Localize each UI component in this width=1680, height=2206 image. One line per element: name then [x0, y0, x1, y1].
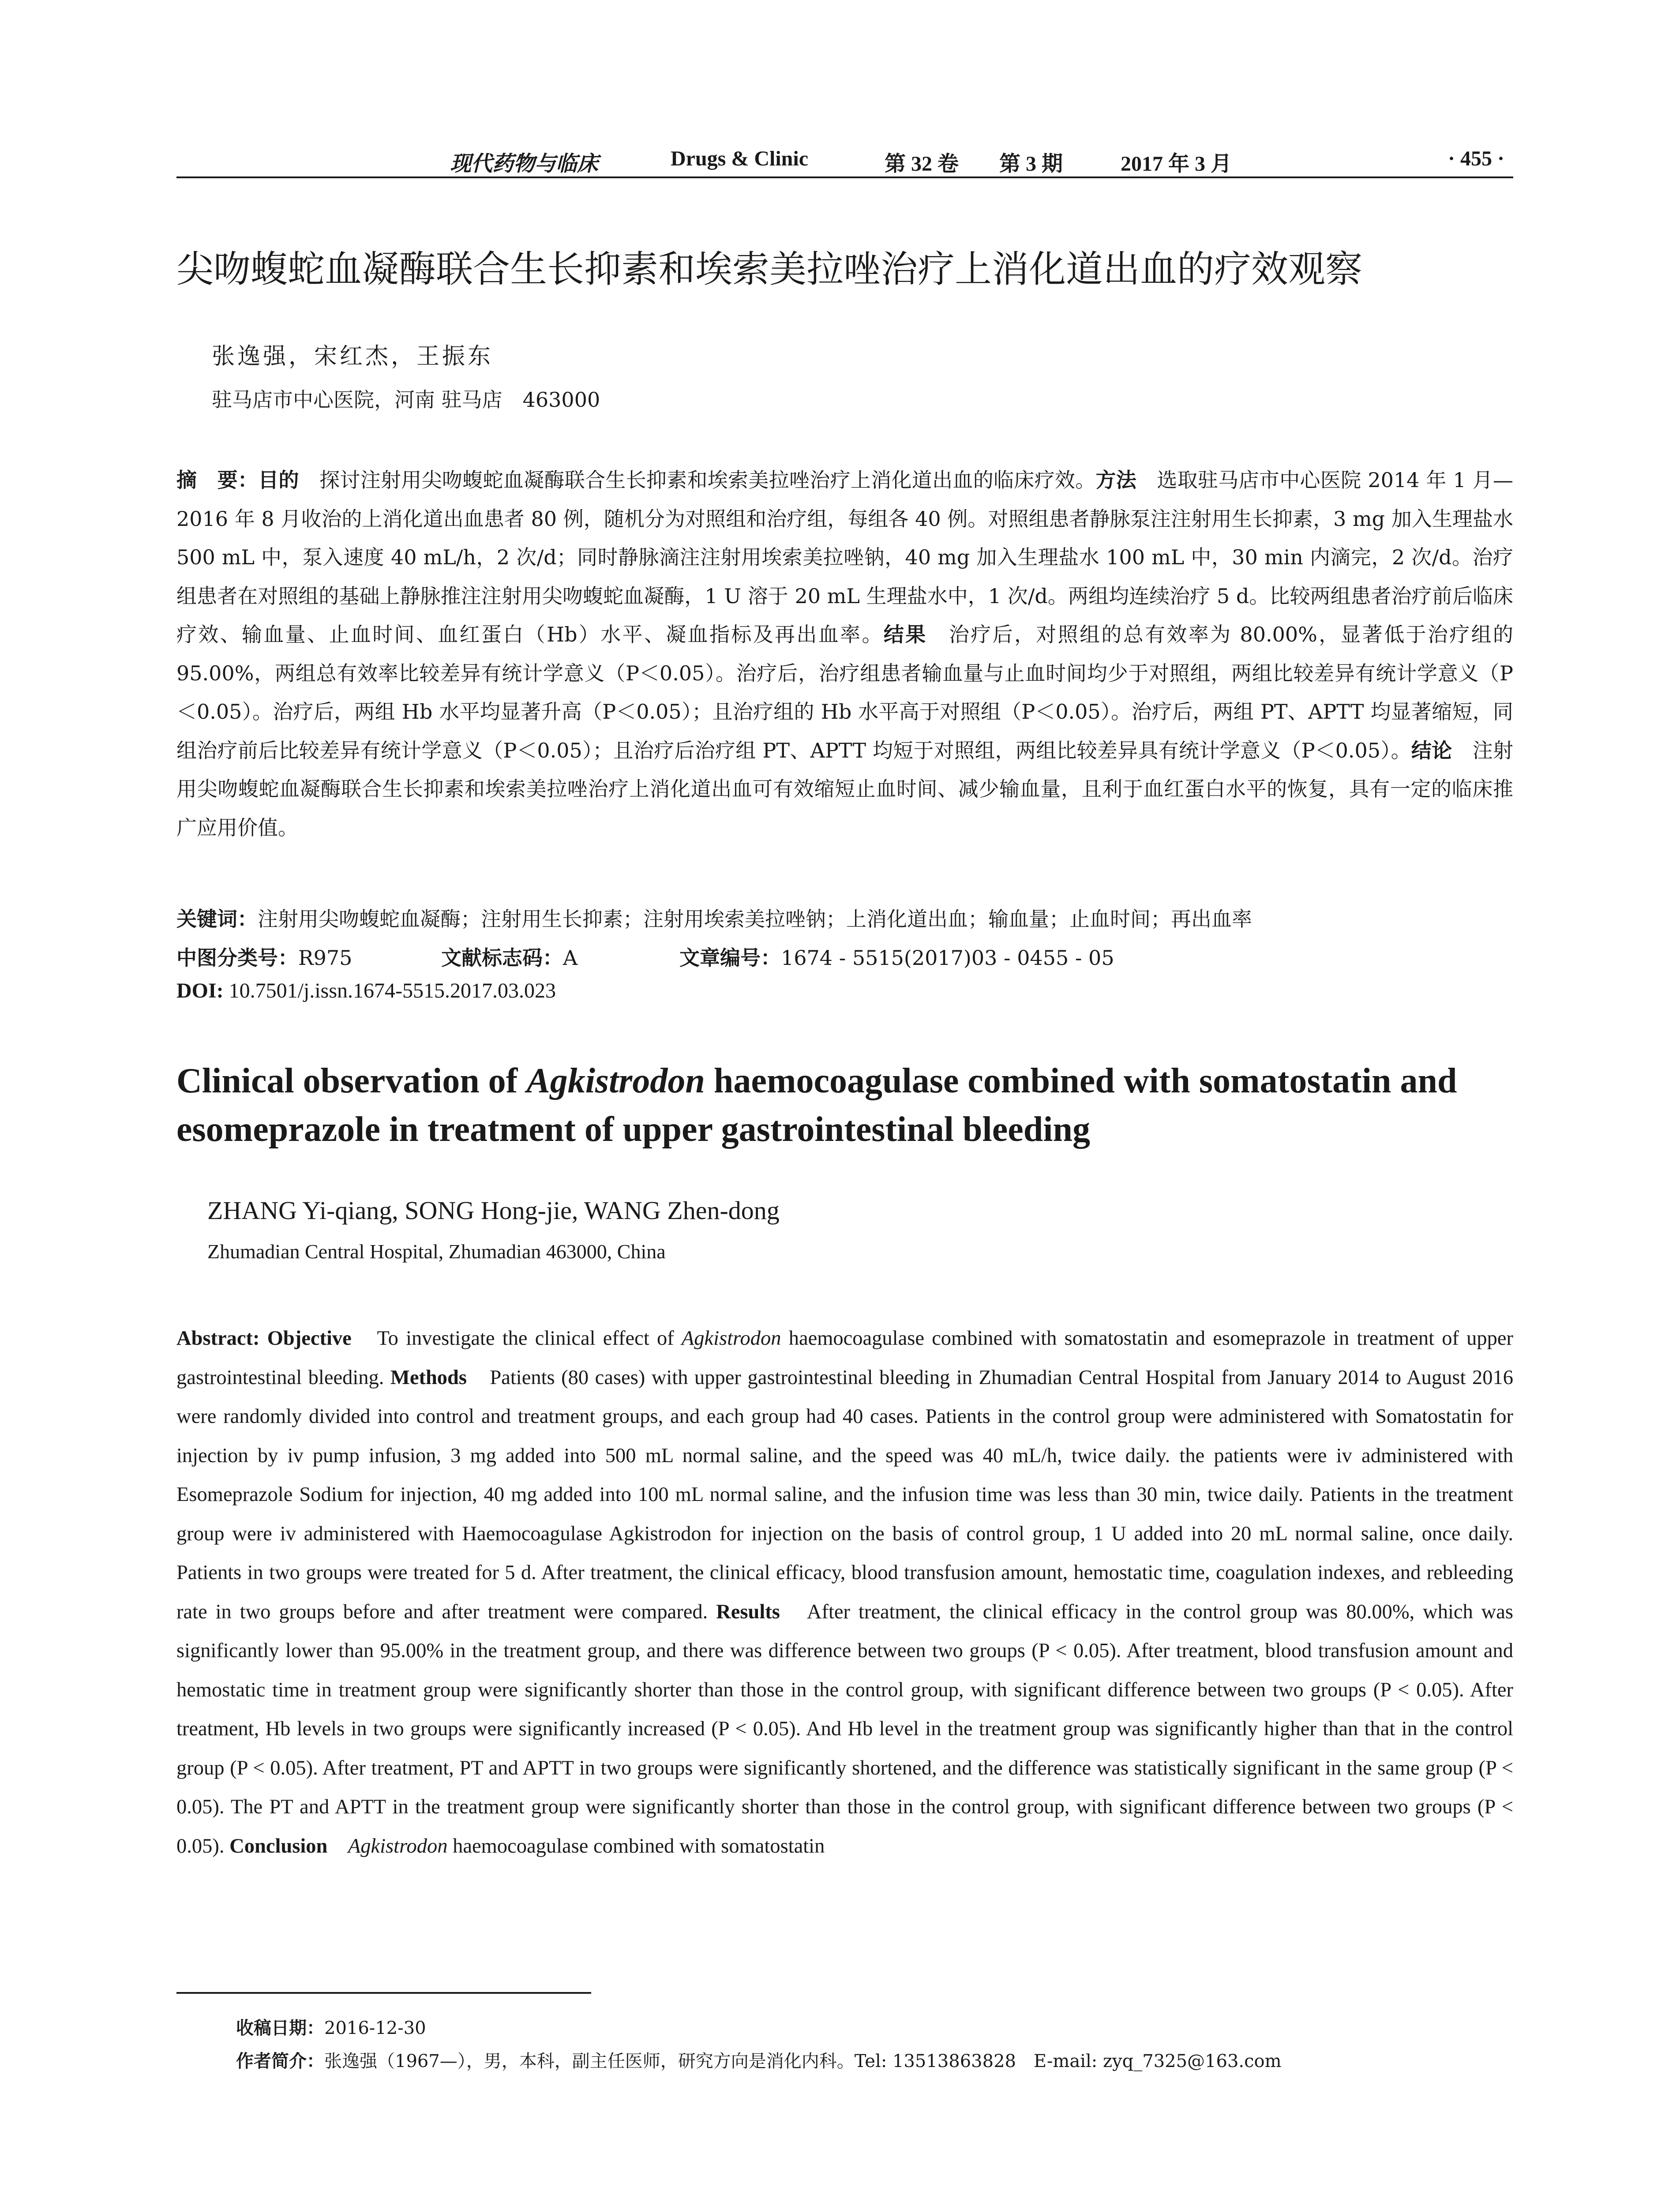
english-authors: ZHANG Yi-qiang, SONG Hong-jie, WANG Zhen-dong — [207, 1196, 780, 1225]
journal-name-en: Drugs & Clinic — [671, 147, 808, 170]
en-results-text: After treatment, the clinical efficacy in the control group was 80.00%, which was significantly lower than 95.00% in the treatment group, and there was difference between two groups (P < 0.05). After treatment, blood transfusion amount and hemostatic time in treatment group were significantly shorter than those in the control group, with significant difference between two groups (P < 0.05). After treatment, Hb levels in two groups were significantly increased (P < 0.05). And Hb level in the treatment group was significantly higher than that in the control group (P < 0.05). After treatment, PT and APTT in two groups were significantly shortened, and the difference was statistically significant in the same group (P < 0.05). The PT and APTT in the treatment group were significantly shorter than those in the control group, with significant difference between two groups (P < 0.05). — [176, 1600, 1514, 1857]
footnote-divider — [176, 1992, 591, 1994]
volume-number: 第 32 卷 — [885, 152, 959, 176]
chinese-affiliation: 驻马店市中心医院，河南 驻马店 463000 — [212, 388, 600, 412]
en-abstract-label: Abstract: Objective — [176, 1327, 352, 1350]
article-number-value: 1674 - 5515(2017)03 - 0455 - 05 — [781, 946, 1114, 970]
article-number-item — [679, 939, 1114, 978]
journal-name-zh: 现代药物与临床 — [450, 152, 599, 176]
received-value: 2016-12-30 — [324, 2018, 426, 2038]
classification-info — [176, 939, 1513, 978]
en-conclusion-italic: Agkistrodon — [348, 1835, 448, 1857]
clc-label: 中图分类号： — [176, 946, 298, 970]
clc-value: R975 — [298, 946, 352, 970]
english-title-part2: haemocoagulase combined with somatostatin and esomeprazole in treatment of upper gastrointestinal bleeding — [176, 1062, 1457, 1149]
methods-label: 方法 — [1095, 468, 1137, 492]
results-text: 治疗后，对照组的总有效率为 80.00%，显著低于治疗组的 95.00%，两组总有效率比较差异有统计学意义（P＜0.05）。治疗后，治疗组患者输血量与止血时间均少于对照组，两组比较差异有统计学意义（P＜0.05）。治疗后，两组 Hb 水平均显著升高（P＜0.05）；且治疗组的 Hb 水平高于对照组（P＜0.05）。治疗后，两组 PT、APTT 均显著缩短，同组治疗前后比较差异有统计学意义（P＜0.05）；且治疗后治疗组 PT、APTT 均短于对照组，两组比较差异具有统计学意义（P＜0.05）。 — [176, 623, 1514, 762]
english-title-italic: Agkistrodon — [526, 1062, 705, 1100]
author-bio-text: 张逸强（1967—），男，本科，副主任医师，研究方向是消化内科。Tel: 13513863828 E-mail: zyq_7325@163.com — [324, 2051, 1282, 2071]
en-methods-label: Methods — [390, 1366, 467, 1389]
conclusion-text: 注射用尖吻蝮蛇血凝酶联合生长抑素和埃索美拉唑治疗上消化道出血可有效缩短止血时间、减少输血量，且利于血红蛋白水平的恢复，具有一定的临床推广应用价值。 — [176, 738, 1514, 840]
author-bio-label: 作者简介： — [236, 2051, 324, 2071]
en-objective-text-a: To investigate the clinical effect of — [351, 1327, 682, 1350]
article-number-label: 文章编号： — [679, 946, 781, 970]
doi-line — [176, 979, 556, 1003]
methods-text: 选取驻马店市中心医院 2014 年 1 月—2016 年 8 月收治的上消化道出血患者 80 例，随机分为对照组和治疗组，每组各 40 例。对照组患者静脉泵注注射用生长抑素，3 mg 加入生理盐水 500 mL 中，泵入速度 40 mL/h，2 次/d；同时静脉滴注注射用埃索美拉唑钠，40 mg 加入生理盐水 100 mL 中，30 min 内滴完，2 次/d。治疗组患者在对照组的基础上静脉推注注射用尖吻蝮蛇血凝酶，1 U 溶于 20 mL 生理盐水中，1 次/d。两组均连续治疗 5 d。比较两组患者治疗前后临床疗效、输血量、止血时间、血红蛋白（Hb）水平、凝血指标及再出血率。 — [176, 468, 1514, 646]
issue-date: 2017 年 3 月 — [1121, 152, 1232, 176]
keywords-text: 注射用尖吻蝮蛇血凝酶；注射用生长抑素；注射用埃索美拉唑钠；上消化道出血；输血量；止血时间；再出血率 — [258, 907, 1252, 931]
author-bio-note — [236, 2047, 1282, 2072]
conclusion-label: 结论 — [1411, 738, 1452, 762]
results-label: 结果 — [883, 623, 927, 646]
chinese-authors: 张逸强，宋红杰，王振东 — [212, 343, 494, 370]
objective-label: 目的 — [258, 468, 299, 492]
abstract-label: 摘 要： — [176, 468, 259, 492]
en-methods-text: Patients (80 cases) with upper gastrointestinal bleeding in Zhumadian Central Hospital from January 2014 to August 2016 were randomly divided into control and treatment groups, and each group had 40 cases. Patients in the control group were administered with Somatostatin for injection by iv pump infusion, 3 mg added into 500 mL normal saline, and the speed was 40 mL/h, twice daily. the patients were iv administered with Esomeprazole Sodium for injection, 40 mg added into 100 mL normal saline, and the infusion time was less than 30 min, twice daily. Patients in the treatment group were iv administered with Haemocoagulase Agkistrodon for injection on the basis of control group, 1 U added into 20 mL normal saline, once daily. Patients in two groups were treated for 5 d. After treatment, the clinical efficacy, blood transfusion amount, hemostatic time, coagulation indexes, and rebleeding rate in two groups before and after treatment were compared. — [176, 1366, 1513, 1623]
page-number: · 455 · — [1448, 147, 1504, 170]
en-objective-italic: Agkistrodon — [681, 1327, 781, 1350]
issue-number: 第 3 期 — [999, 152, 1063, 176]
objective-text: 探讨注射用尖吻蝮蛇血凝酶联合生长抑素和埃索美拉唑治疗上消化道出血的临床疗效。 — [299, 468, 1096, 492]
chinese-abstract — [176, 461, 1513, 847]
received-date-note — [236, 2014, 426, 2039]
running-header — [176, 141, 1513, 178]
doccode-item — [441, 939, 679, 978]
en-conclusion-text: haemocoagulase combined with somatostatin — [447, 1835, 825, 1857]
doi-label: DOI: — [176, 979, 224, 1002]
english-affiliation: Zhumadian Central Hospital, Zhumadian 463000, China — [207, 1240, 666, 1263]
english-title — [176, 1057, 1526, 1154]
en-objective-text-b: haemocoagulase combined with somatostatin and esomeprazole in treatment of upper gastrointestinal bleeding. — [176, 1327, 1514, 1389]
doccode-value: A — [563, 946, 578, 970]
doccode-label: 文献标志码： — [441, 946, 563, 970]
chinese-title: 尖吻蝮蛇血凝酶联合生长抑素和埃索美拉唑治疗上消化道出血的疗效观察 — [176, 248, 1363, 291]
english-abstract — [176, 1319, 1513, 1866]
keywords-label: 关键词： — [176, 907, 258, 931]
en-conclusion-label: Conclusion — [229, 1835, 328, 1857]
received-label: 收稿日期： — [236, 2018, 324, 2038]
chinese-keywords — [176, 900, 1513, 939]
clc-item — [176, 939, 441, 978]
doi-value: 10.7501/j.issn.1674-5515.2017.03.023 — [223, 979, 556, 1002]
en-results-label: Results — [716, 1600, 780, 1623]
english-title-part1: Clinical observation of — [176, 1062, 527, 1100]
en-conclusion-pad — [327, 1835, 348, 1857]
